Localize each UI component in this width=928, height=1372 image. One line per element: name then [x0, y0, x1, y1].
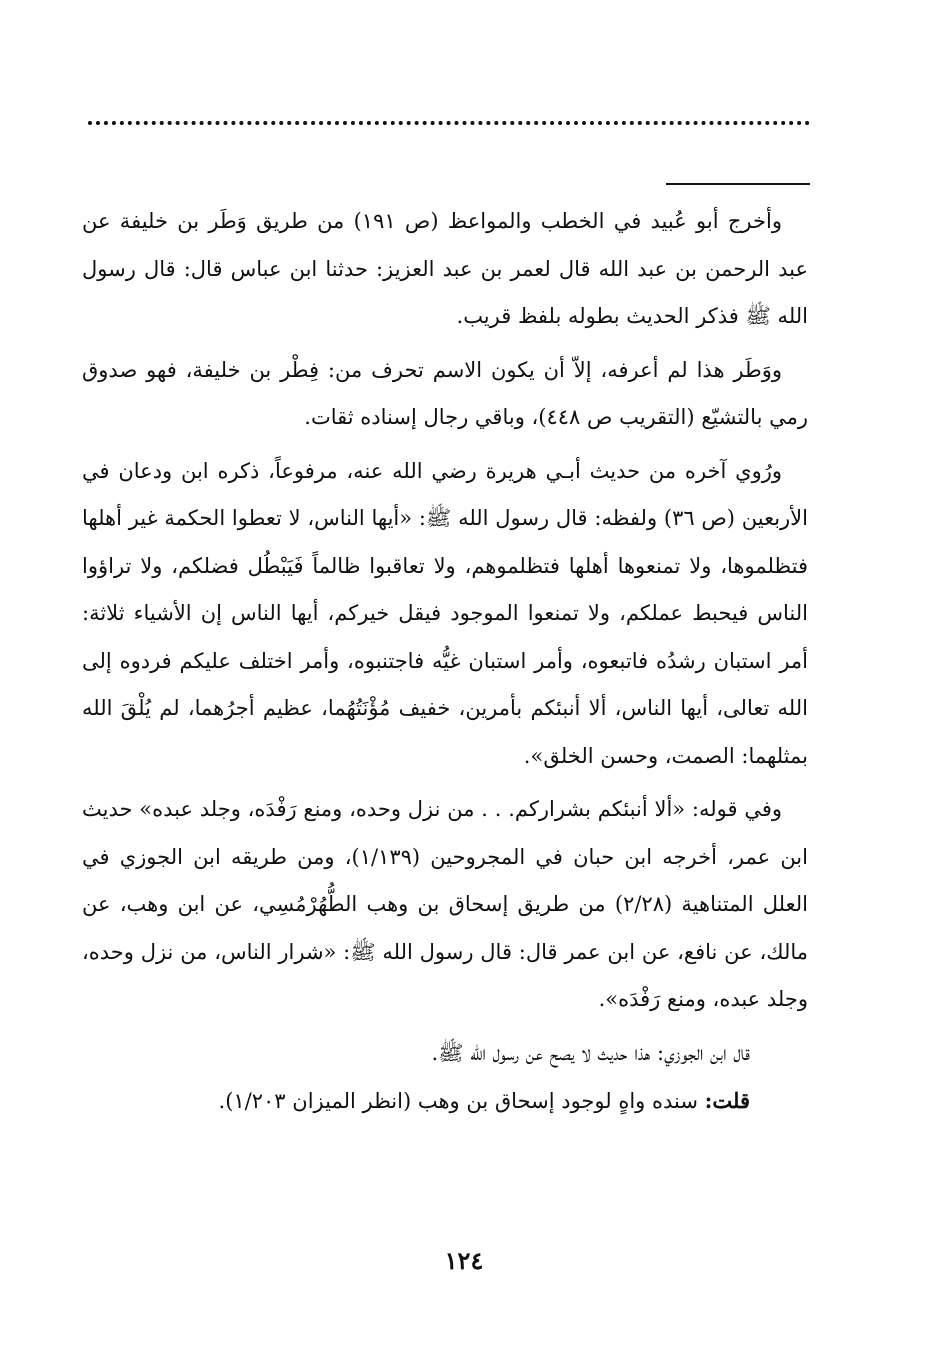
paragraph-1: وأخرج أبو عُبيد في الخطب والمواعظ (ص ١٩١) من طريق وَطَر بن خليفة عن عبد الرحمن بن عبد الله قال لعمر بن عبد العزيز: حدثنا ابن عباس قال: قال رسول الله ﷺ فذكر الحديث بطوله بلفظ قريب. [82, 209, 808, 328]
header-dotted-rule [88, 121, 810, 125]
qultu-label: قلت: [704, 1088, 750, 1113]
page-number: ١٢٤ [444, 1246, 484, 1275]
paragraph-5: قال ابن الجوزي: هذا حديث لا يصح عن رسول الله ﷺ. [431, 1040, 750, 1065]
footnote-separator-rule [666, 183, 810, 185]
paragraph-2: ووَطَر هذا لم أعرفه، إلاّ أن يكون الاسم تحرف من: فِطْر بن خليفة، فهو صدوق رمي بالتشيّع (التقريب ص ٤٤٨)، وباقي رجال إسناده ثقات. [82, 357, 808, 429]
page-body-text [82, 198, 808, 1126]
paragraph-4: وفي قوله: «ألا أنبئكم بشراركم. . . من نزل وحده، ومنع رَفْدَه، وجلد عبده» حديث ابن عمر، أخرجه ابن حبان في المجروحين (١/١٣٩)، ومن طريقه ابن الجوزي في العلل المتناهية (٢/٢٨) من طريق إسحاق بن وهب الطُّهُرْمُسِي، عن ابن وهب، عن مالك، عن نافع، عن ابن عمر قال: قال رسول الله ﷺ: «شرار الناس، من نزل وحده، وجلد عبده، ومنع رَفْدَه». [82, 797, 808, 1011]
paragraph-3: ورُوي آخره من حديث أبـي هريرة رضي الله عنه، مرفوعاً، ذكره ابن ودعان في الأربعين (ص ٣٦) ولفظه: قال رسول الله ﷺ: «أيها الناس، لا تعطوا الحكمة غير أهلها فتظلموها، ولا تمنعوها أهلها فتظلموهم، ولا تعاقبوا ظالماً فَيَبْطُل فضلكم، ولا تراؤوا الناس فيحبط عملكم، ولا تمنعوا الموجود فيقل خيركم، أيها الناس إن الأشياء ثلاثة: أمر استبان رشدُه فاتبعوه، وأمر استبان غيُّه فاجتنبوه، وأمر اختلف عليكم فردوه إلى الله تعالى، أيها الناس، ألا أنبئكم بأمرين، خفيف مُؤْنَتُهُما، عظيم أجرُهما، لم يُلْقَ الله بمثلهما: الصمت، وحسن الخلق». [82, 458, 808, 768]
paragraph-6-text: سنده واهٍ لوجود إسحاق بن وهب (انظر الميزان ١/٢٠٣). [218, 1089, 705, 1113]
paragraph-6 [82, 1077, 808, 1126]
